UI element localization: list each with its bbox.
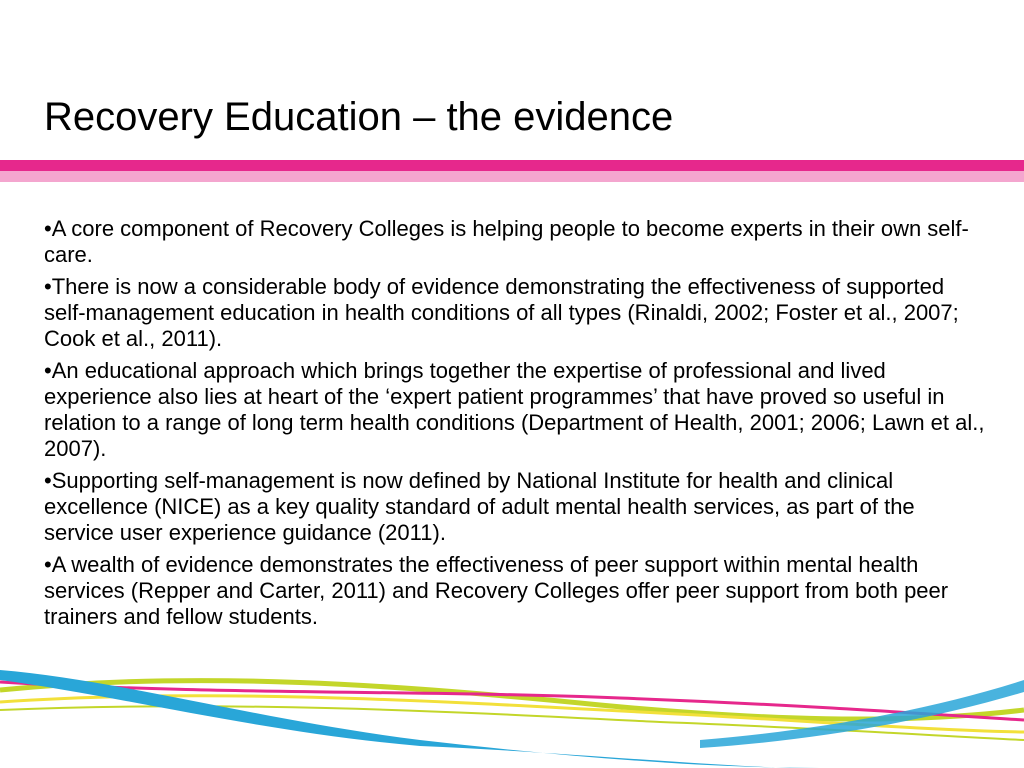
divider-light-pink-stripe [0,171,1024,182]
bullet-item: •Supporting self-management is now defined by National Institute for health and clinical excellence (NICE) as a key quality standard of adult mental health services, as part of the service user experience guidance (2011). [44,468,915,545]
bullet-list [44,216,989,636]
bullet-item: •There is now a considerable body of evidence demonstrating the effectiveness of supported self-management education in health conditions of all types (Rinaldi, 2002; Foster et al., 2007; Cook et al., 2011). [44,274,959,351]
header-divider-band [0,160,1024,182]
slide-title: Recovery Education – the evidence [44,94,674,139]
divider-pink-stripe [0,160,1024,171]
bullet-item: •A core component of Recovery Colleges is helping people to become experts in their own self-care. [44,216,969,267]
decorative-swoosh [0,640,1024,768]
bullet-item: •An educational approach which brings together the expertise of professional and lived experience also lies at heart of the ‘expert patient programmes’ that have proved so useful in relation to a range of long term health conditions (Department of Health, 2001; 2006; Lawn et al., 2007). [44,358,985,461]
bullet-item: •A wealth of evidence demonstrates the effectiveness of peer support within mental health services (Repper and Carter, 2011) and Recovery Colleges offer peer support from both peer trainers and fellow students. [44,552,949,629]
swoosh-blue-line [0,670,820,768]
